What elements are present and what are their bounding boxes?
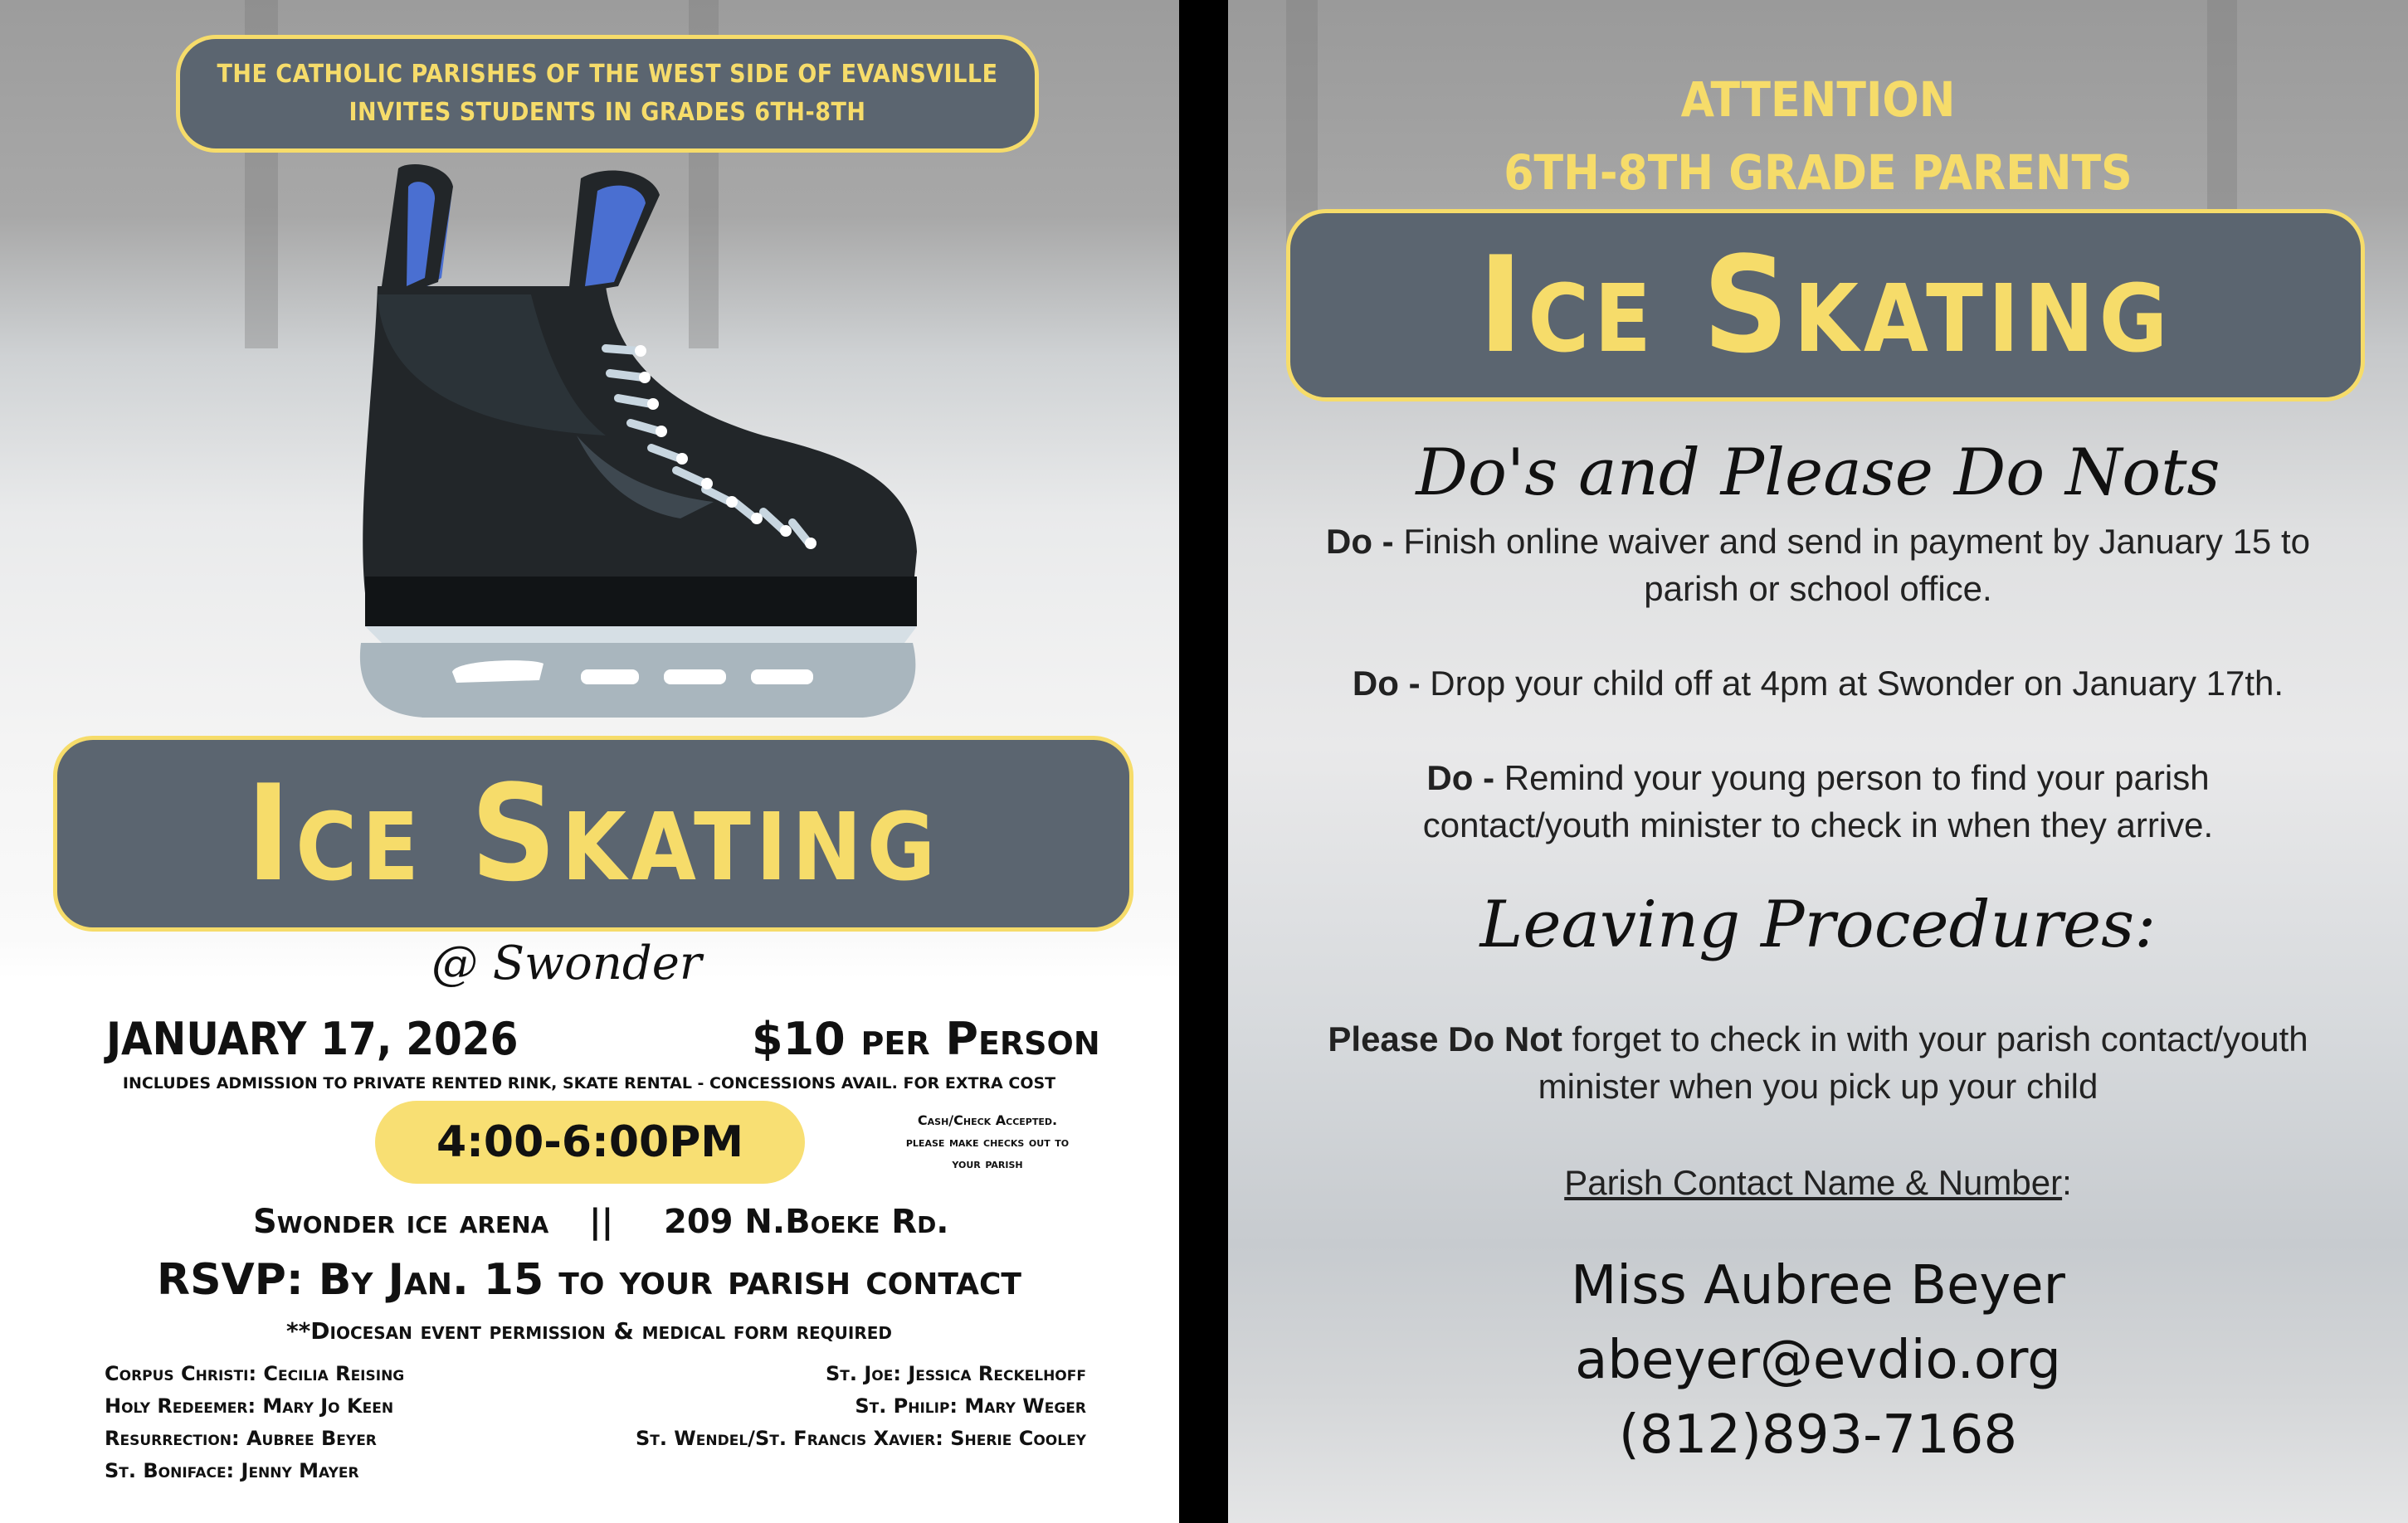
event-title: Ice Skating <box>246 756 941 911</box>
leaving-heading: Leaving Procedures: <box>1479 888 2157 962</box>
ice-skate-icon <box>332 162 929 734</box>
form-note: **Diocesan event permission & medical form required <box>285 1317 893 1345</box>
right-flyer <box>1228 0 2408 1523</box>
contact-label: Parish Contact Name & Number <box>1564 1163 2063 1202</box>
contact-email: abeyer@evdio.org <box>1575 1330 2061 1391</box>
venue-name: Swonder ice arena <box>253 1203 549 1241</box>
venue-separator: || <box>589 1203 614 1241</box>
dont-label: Please Do Not <box>1328 1019 1562 1058</box>
contacts-right-list <box>636 1358 1086 1455</box>
contacts-left-list <box>105 1358 404 1487</box>
left-flyer <box>0 0 1179 1523</box>
venue-subtitle: @ Swonder <box>431 937 702 990</box>
skate-sole <box>365 577 917 626</box>
do-item-1 <box>1286 518 2350 612</box>
do-text: Finish online waiver and send in payment by January 15 to parish or school office. <box>1393 522 2310 608</box>
contact-label-line <box>1228 1159 2408 1206</box>
contact-resurrection: Resurrection: Aubree Beyer <box>105 1427 377 1450</box>
contact-phone: (812)893-7168 <box>1618 1404 2018 1466</box>
invite-header-pill <box>176 35 1039 153</box>
contact-corpus-christi: Corpus Christi: Cecilia Reising <box>105 1362 405 1385</box>
contact-st-wendel: St. Wendel/St. Francis Xavier: Sherie Cooley <box>635 1427 1086 1450</box>
do-label: Do - <box>1326 522 1394 561</box>
contact-st-boniface: St. Boniface: Jenny Mayer <box>105 1459 359 1482</box>
do-text: Drop your child off at 4pm at Swonder on January 17th. <box>1420 664 2284 703</box>
venue-address: 209 N.Boeke Rd. <box>664 1203 949 1241</box>
attention-line-2: 6TH-8TH GRADE PARENTS <box>1504 144 2133 201</box>
do-item-3 <box>1328 754 2308 849</box>
includes-note: INCLUDES ADMISSION TO PRIVATE RENTED RINK, SKATE RENTAL - CONCESSIONS AVAIL. FOR EXTRA COST <box>122 1074 1056 1092</box>
contact-st-philip: St. Philip: Mary Weger <box>855 1394 1086 1418</box>
payment-note: Cash/Check Accepted. please make checks out to your parish <box>905 1112 1070 1171</box>
event-title: Ice Skating <box>1478 227 2173 382</box>
contact-colon: : <box>2062 1163 2072 1202</box>
do-label: Do - <box>1352 664 1421 703</box>
rsvp-line: RSVP: By Jan. 15 to your parish contact <box>157 1255 1021 1305</box>
event-price: $10 per Person <box>752 1013 1100 1065</box>
dont-text: forget to check in with your parish contact/youth minister when you pick up your child <box>1538 1019 2308 1106</box>
skate-holder-top <box>365 626 917 643</box>
invite-header-text: THE CATHOLIC PARISHES OF THE WEST SIDE OF EVANSVILLE INVITES STUDENTS IN GRADES 6TH-8TH <box>217 60 998 127</box>
do-text: Remind your young person to find your parish contact/youth minister to check in when they arrive. <box>1422 758 2214 844</box>
attention-line-1: ATTENTION <box>1680 71 1956 128</box>
event-time: 4:00-6:00PM <box>436 1117 744 1167</box>
do-label: Do - <box>1426 758 1495 797</box>
contact-holy-redeemer: Holy Redeemer: Mary Jo Keen <box>105 1394 394 1418</box>
event-date: JANUARY 17, 2026 <box>106 1013 519 1065</box>
do-item-2 <box>1286 659 2350 707</box>
contact-st-joe: St. Joe: Jessica Reckelhoff <box>826 1362 1086 1385</box>
contact-name: Miss Aubree Beyer <box>1571 1255 2065 1316</box>
dos-heading: Do's and Please Do Nots <box>1416 435 2220 510</box>
dont-item <box>1278 1015 2358 1110</box>
